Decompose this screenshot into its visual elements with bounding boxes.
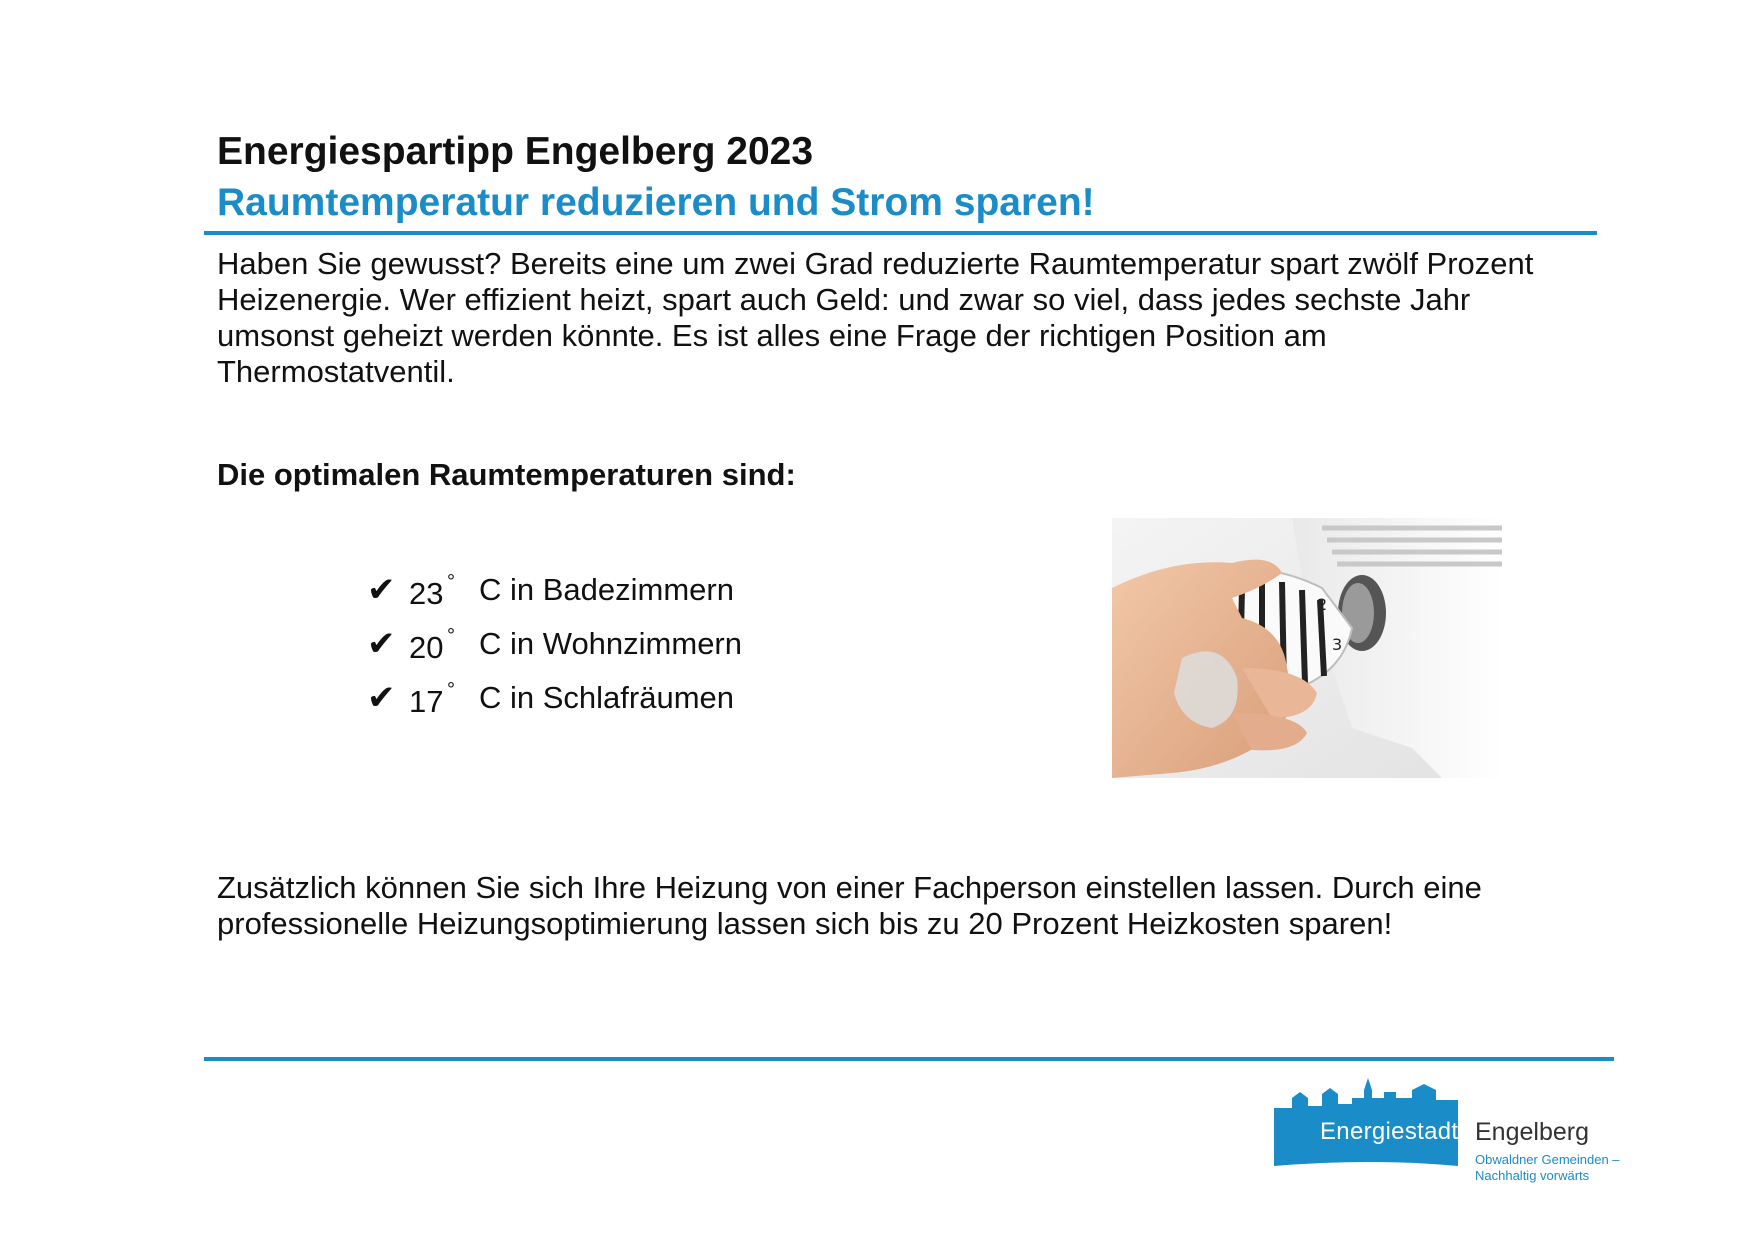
page-subtitle: Raumtemperatur reduzieren und Strom sparen! <box>217 181 1095 224</box>
thermostat-hand-photo <box>1112 518 1502 778</box>
temperature-value: 23 ° <box>409 571 455 611</box>
closing-paragraph: Zusätzlich können Sie sich Ihre Heizung von einer Fachperson einstellen lassen. Durch eine professionelle Heizungsoptimierung lassen sich bis zu 20 Prozent Heizkosten sparen! <box>217 870 1482 941</box>
temperature-heading: Die optimalen Raumtemperaturen sind: <box>217 457 796 492</box>
intro-paragraph: Haben Sie gewusst? Bereits eine um zwei Grad reduzierte Raumtemperatur spart zwölf Prozent Heizenergie. Wer effizient heizt, spart auch Geld: und zwar so viel, dass jedes sechste Jahr umsonst geheizt werden könnte. Es ist alles eine Frage der richtigen Position am Thermostatventil. <box>217 246 1534 389</box>
checkmark-icon: ✔ <box>367 625 396 663</box>
list-item <box>367 617 742 671</box>
temperature-room: C in Wohnzimmern <box>479 626 743 661</box>
logo-town: Engelberg <box>1475 1118 1589 1146</box>
checkmark-icon: ✔ <box>367 679 396 717</box>
list-item <box>367 671 742 725</box>
page-title: Energiespartipp Engelberg 2023 <box>217 130 814 173</box>
logo-tagline: Obwaldner Gemeinden – Nachhaltig vorwärts <box>1475 1152 1620 1183</box>
energiestadt-logo <box>1272 1068 1632 1198</box>
bottom-divider <box>204 1057 1614 1061</box>
svg-text:3: 3 <box>1332 635 1343 654</box>
svg-text:2: 2 <box>1317 595 1328 614</box>
temperature-list <box>367 563 742 725</box>
temperature-room: C in Schlafräumen <box>479 680 735 715</box>
top-divider <box>204 231 1597 235</box>
temperature-room: C in Badezimmern <box>479 572 734 607</box>
temperature-value: 20 ° <box>409 625 455 665</box>
logo-name: Energiestadt <box>1320 1118 1459 1145</box>
list-item <box>367 563 742 617</box>
checkmark-icon: ✔ <box>367 571 396 609</box>
temperature-value: 17 ° <box>409 679 455 719</box>
